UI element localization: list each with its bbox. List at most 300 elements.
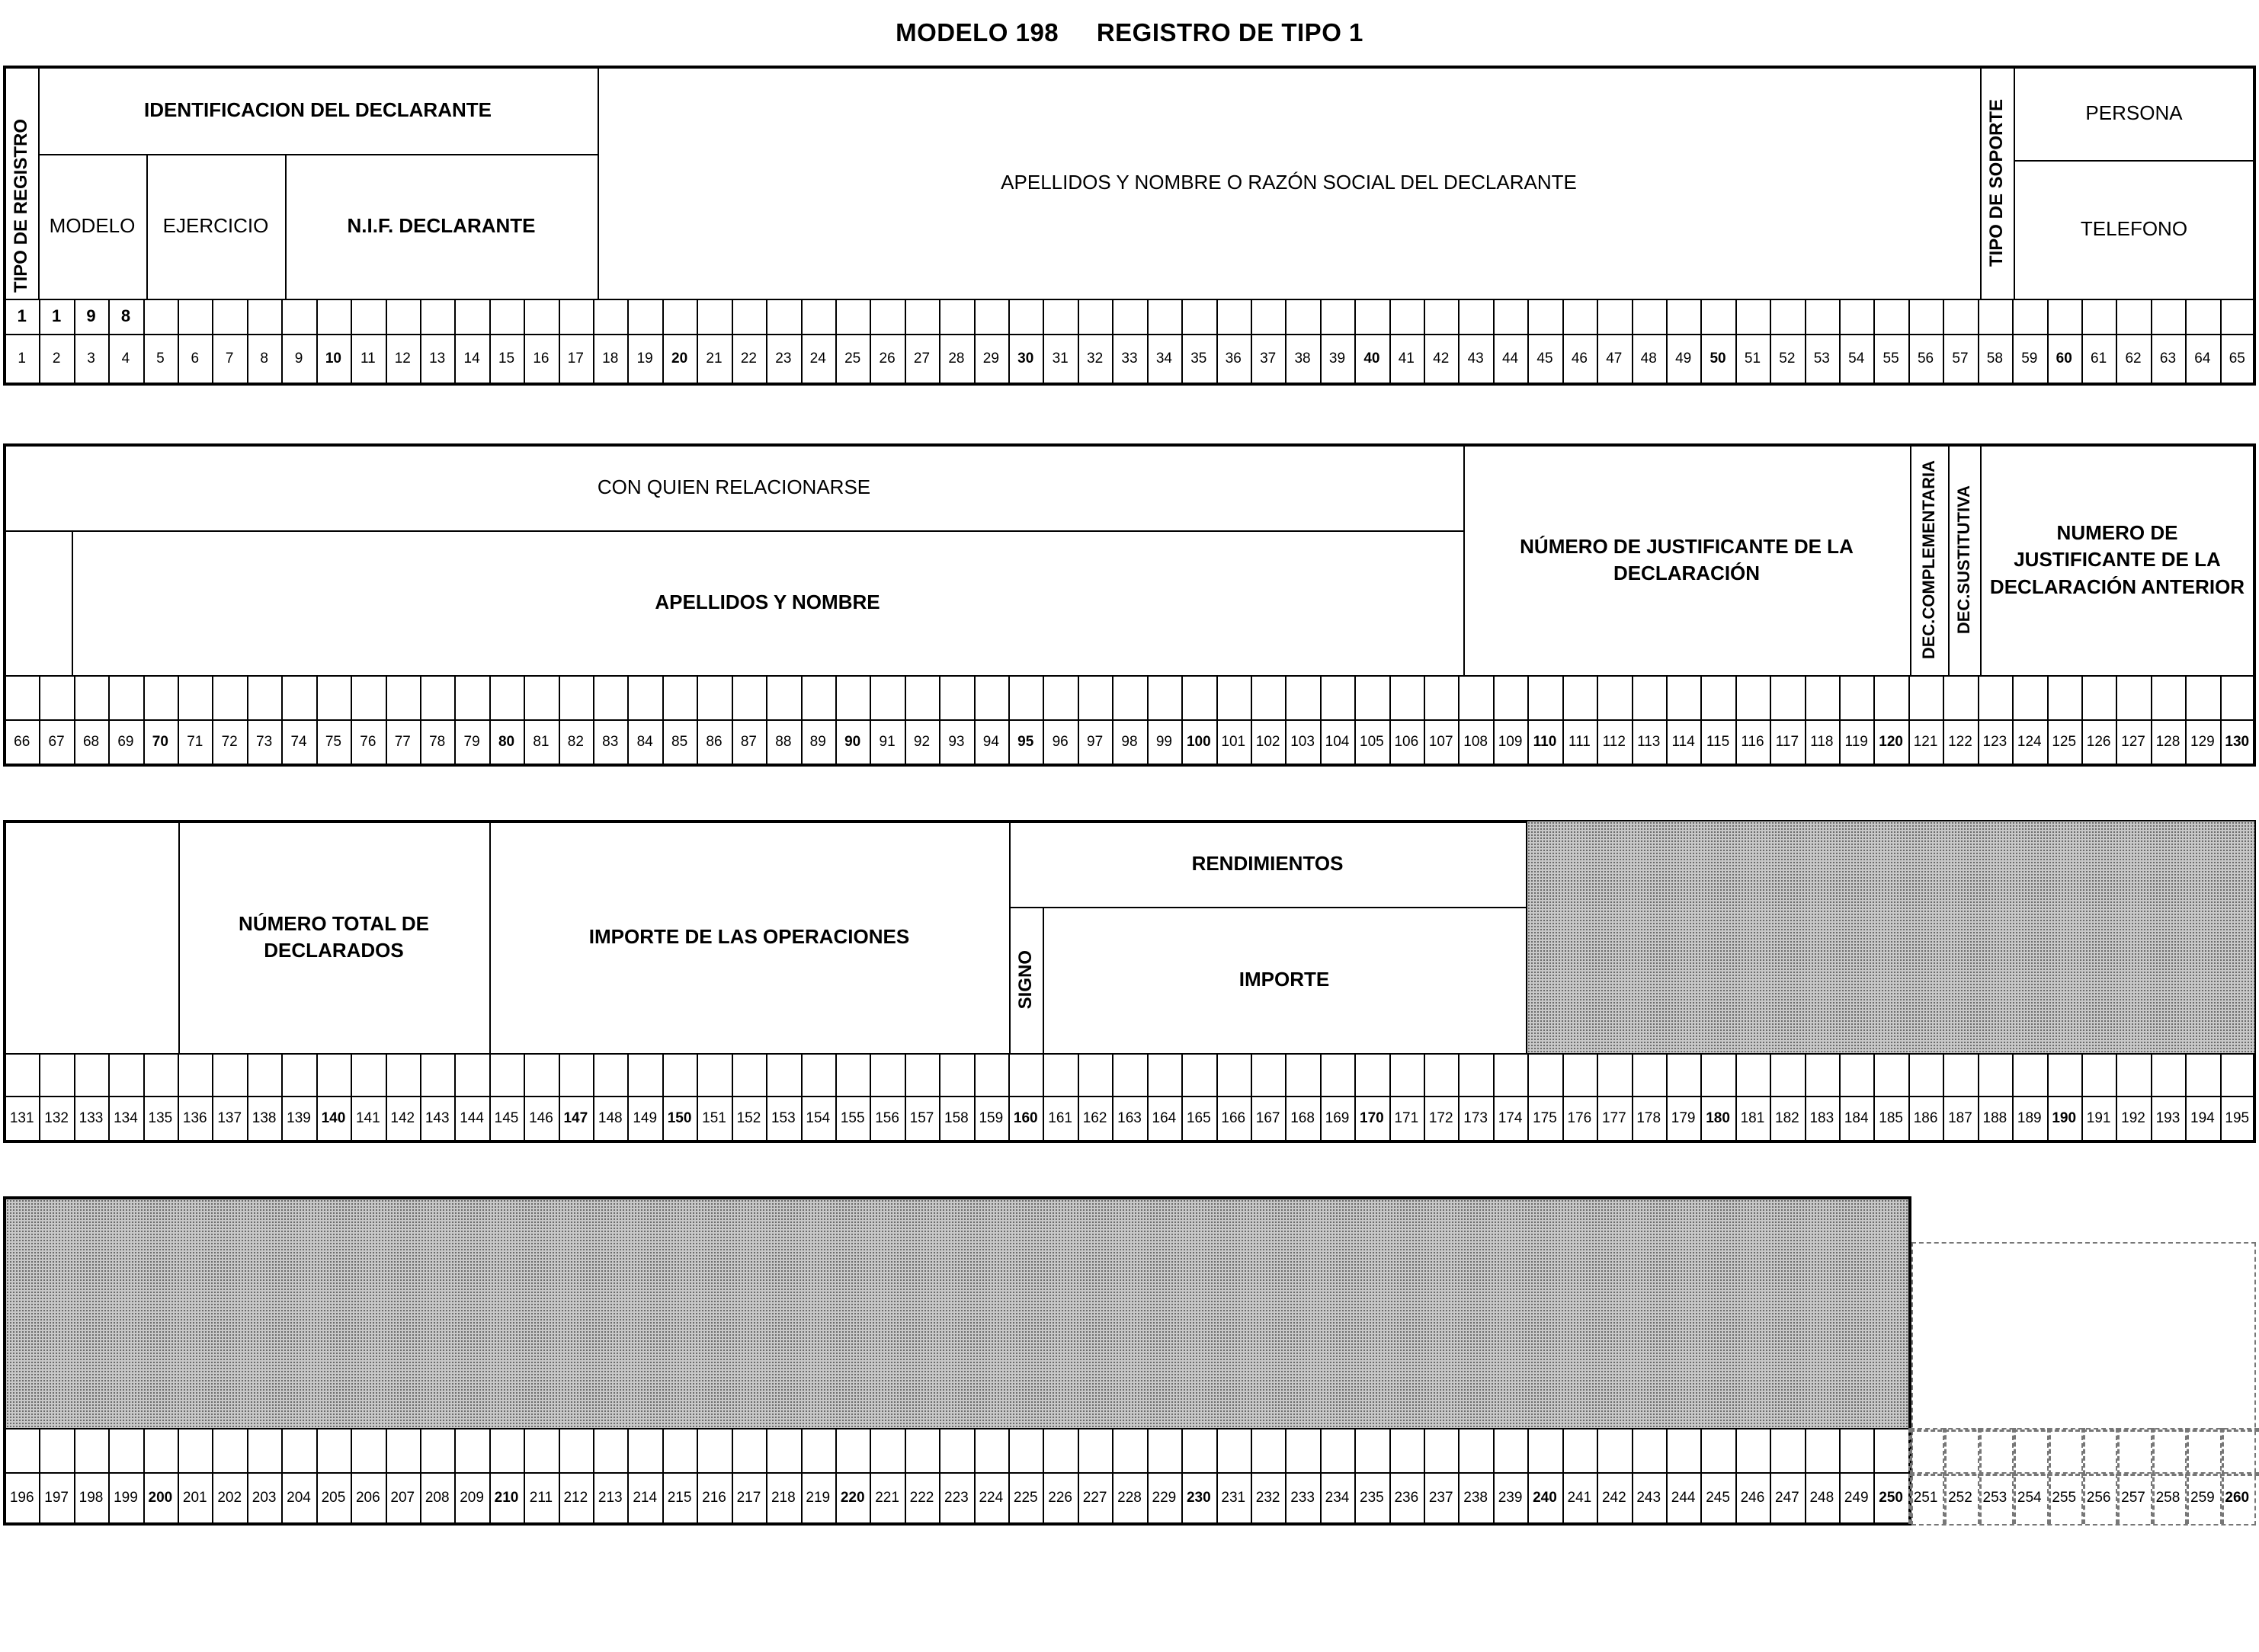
position-input-cell[interactable]	[2081, 1428, 2116, 1472]
position-input-cell[interactable]	[835, 1428, 870, 1472]
position-number: 62	[2125, 351, 2142, 367]
position-input-cell[interactable]	[905, 299, 939, 334]
position-input-cell[interactable]	[524, 299, 558, 334]
position-input-cell[interactable]	[1285, 1428, 1319, 1472]
position-number: 242	[1601, 1490, 1626, 1506]
position-number: 1	[18, 351, 26, 367]
position-input-cell[interactable]	[386, 675, 420, 719]
position-input-cell[interactable]	[1770, 675, 1804, 719]
position-number: 228	[1117, 1490, 1142, 1506]
position-number: 42	[1433, 351, 1450, 367]
position-input-cell[interactable]	[1666, 1428, 1700, 1472]
position-input-cell[interactable]	[1839, 1053, 1873, 1096]
position-number: 105	[1360, 734, 1384, 750]
position-input-cell[interactable]	[351, 1428, 385, 1472]
position-input-cell[interactable]	[247, 1428, 281, 1472]
position-number: 83	[602, 734, 619, 750]
position-input-cell[interactable]	[1805, 299, 1839, 334]
position-input-cell[interactable]	[2047, 299, 2081, 334]
position-input-cell[interactable]	[1632, 1053, 1666, 1096]
position-input-cell[interactable]	[939, 675, 973, 719]
position-input-cell[interactable]	[1043, 299, 1077, 334]
position-input-cell[interactable]	[1181, 299, 1216, 334]
position-input-cell[interactable]	[2151, 1428, 2185, 1472]
position-input-cell[interactable]	[732, 675, 766, 719]
position-input-cell[interactable]	[212, 299, 246, 334]
position-input-cell[interactable]	[420, 299, 454, 334]
position-input-cell[interactable]	[939, 1428, 973, 1472]
position-input-cell[interactable]	[662, 675, 697, 719]
position-input-cell[interactable]	[2116, 1428, 2150, 1472]
position-input-cell[interactable]	[732, 1428, 766, 1472]
position-input-cell[interactable]	[697, 1053, 731, 1096]
position-input-cell[interactable]	[1008, 299, 1043, 334]
position-input-cell[interactable]	[2012, 1053, 2046, 1096]
position-input-cell[interactable]	[559, 675, 593, 719]
position-number: 167	[1255, 1110, 1280, 1126]
position-input-cell[interactable]	[1562, 299, 1597, 334]
position-input-cell[interactable]	[212, 1053, 246, 1096]
position-input-cell[interactable]	[489, 299, 524, 334]
position-input-cell[interactable]	[1493, 675, 1527, 719]
position-input-cell[interactable]	[1493, 1053, 1527, 1096]
position-input-cell[interactable]	[1078, 1053, 1112, 1096]
position-input-cell[interactable]	[386, 1053, 420, 1096]
position-input-cell[interactable]	[1978, 1428, 2012, 1472]
position-input-cell[interactable]	[1147, 1053, 1181, 1096]
position-input-cell[interactable]	[1978, 675, 2012, 719]
position-number: 217	[736, 1490, 761, 1506]
position-input-cell[interactable]	[835, 675, 870, 719]
position-input-cell[interactable]	[489, 1053, 524, 1096]
position-input-cell[interactable]	[1735, 1428, 1770, 1472]
position-input-cell[interactable]	[39, 1053, 73, 1096]
position-input-cell[interactable]	[1527, 1428, 1562, 1472]
position-input-cell[interactable]	[108, 1428, 143, 1472]
position-input-cell[interactable]	[143, 1053, 178, 1096]
position-number: 131	[9, 1110, 34, 1126]
position-input-cell[interactable]	[1458, 1428, 1492, 1472]
position-input-cell[interactable]	[1458, 675, 1492, 719]
position-input-cell[interactable]	[801, 675, 835, 719]
position-input-cell[interactable]	[1285, 299, 1319, 334]
position-input-cell[interactable]	[178, 1428, 212, 1472]
position-input-cell[interactable]	[1597, 1053, 1631, 1096]
position-input-cell[interactable]	[1112, 1053, 1146, 1096]
position-number: 209	[460, 1490, 484, 1506]
position-input-cell[interactable]	[697, 1428, 731, 1472]
position-input-cell[interactable]	[1389, 675, 1424, 719]
position-input-cell[interactable]	[939, 1053, 973, 1096]
position-input-cell[interactable]	[1873, 1053, 1908, 1096]
position-input-cell[interactable]	[2220, 675, 2254, 719]
position-input-cell[interactable]	[974, 299, 1008, 334]
position-input-cell[interactable]	[801, 299, 835, 334]
position-input-cell[interactable]	[593, 1053, 627, 1096]
position-input-cell[interactable]	[178, 1053, 212, 1096]
position-input-cell[interactable]	[524, 675, 558, 719]
position-input-cell[interactable]	[1458, 1053, 1492, 1096]
position-input-cell[interactable]	[1389, 299, 1424, 334]
position-input-cell[interactable]	[1735, 1053, 1770, 1096]
position-input-cell[interactable]	[2012, 675, 2046, 719]
position-input-cell[interactable]	[766, 675, 800, 719]
position-input-cell[interactable]	[1908, 299, 1943, 334]
position-input-cell[interactable]	[316, 299, 351, 334]
position-input-cell[interactable]	[1666, 299, 1700, 334]
position-input-cell[interactable]	[593, 675, 627, 719]
position-number: 121	[1913, 734, 1938, 750]
position-input-cell[interactable]	[1805, 675, 1839, 719]
position-input-cell[interactable]	[386, 1428, 420, 1472]
position-input-cell[interactable]	[1839, 675, 1873, 719]
position-input-cell[interactable]	[905, 1428, 939, 1472]
position-input-cell[interactable]	[2151, 299, 2185, 334]
position-input-cell[interactable]	[454, 1053, 489, 1096]
position-input-cell[interactable]	[316, 1428, 351, 1472]
position-input-cell[interactable]	[1181, 1053, 1216, 1096]
position-input-cell[interactable]	[1597, 675, 1631, 719]
position-input-cell[interactable]	[766, 1428, 800, 1472]
position-input-cell[interactable]	[1389, 1053, 1424, 1096]
position-input-cell[interactable]	[143, 299, 178, 334]
position-number: 7	[225, 351, 234, 367]
position-input-cell[interactable]	[905, 675, 939, 719]
position-number: 2	[52, 351, 61, 367]
position-number: 215	[667, 1490, 692, 1506]
position-input-cell[interactable]	[1527, 675, 1562, 719]
position-input-cell[interactable]	[1354, 1053, 1389, 1096]
position-input-cell[interactable]	[316, 675, 351, 719]
position-input-cell[interactable]	[1354, 1428, 1389, 1472]
position-number: 109	[1498, 734, 1523, 750]
position-input-cell[interactable]	[1666, 1053, 1700, 1096]
position-number: 155	[840, 1110, 865, 1126]
position-input-cell[interactable]	[1562, 1428, 1597, 1472]
position-number: 136	[182, 1110, 207, 1126]
position-input-cell[interactable]	[1320, 1053, 1354, 1096]
position-number: 67	[48, 734, 65, 750]
position-input-cell[interactable]	[2116, 675, 2150, 719]
position-input-cell[interactable]	[247, 675, 281, 719]
ejercicio-header: EJERCICIO	[162, 214, 269, 238]
position-input-cell[interactable]	[351, 1053, 385, 1096]
position-input-cell[interactable]	[420, 1428, 454, 1472]
position-input-cell[interactable]	[108, 675, 143, 719]
position-input-cell[interactable]	[1354, 299, 1389, 334]
position-input-cell[interactable]	[1805, 1053, 1839, 1096]
position-input-cell[interactable]	[627, 1428, 662, 1472]
position-input-cell[interactable]	[281, 1428, 316, 1472]
position-number: 10	[325, 351, 341, 367]
position-input-cell[interactable]	[5, 675, 39, 719]
position-input-cell[interactable]	[5, 1053, 39, 1096]
position-input-cell[interactable]	[39, 1428, 73, 1472]
position-input-cell[interactable]	[627, 1053, 662, 1096]
position-input-cell[interactable]	[1078, 675, 1112, 719]
position-input-cell[interactable]	[2185, 1053, 2219, 1096]
position-input-cell[interactable]	[1389, 1428, 1424, 1472]
position-input-cell[interactable]	[1943, 1428, 1977, 1472]
position-input-cell[interactable]	[627, 675, 662, 719]
position-input-cell[interactable]	[835, 299, 870, 334]
position-input-cell[interactable]	[1908, 1428, 1943, 1472]
position-input-cell[interactable]	[870, 675, 904, 719]
position-input-cell[interactable]	[1978, 1053, 2012, 1096]
position-input-cell[interactable]	[1112, 299, 1146, 334]
position-number: 23	[775, 351, 792, 367]
position-input-cell[interactable]	[454, 299, 489, 334]
position-input-cell[interactable]	[1908, 675, 1943, 719]
position-input-cell[interactable]	[74, 675, 108, 719]
position-input-cell[interactable]	[801, 1053, 835, 1096]
position-number: 43	[1467, 351, 1484, 367]
position-number: 16	[533, 351, 550, 367]
position-input-cell[interactable]	[454, 1428, 489, 1472]
position-input-cell[interactable]	[1216, 1053, 1251, 1096]
position-input-cell[interactable]	[281, 675, 316, 719]
position-input-cell[interactable]	[1251, 299, 1285, 334]
position-input-cell[interactable]	[178, 299, 212, 334]
position-input-cell[interactable]	[593, 299, 627, 334]
position-input-cell[interactable]	[1632, 675, 1666, 719]
position-input-cell[interactable]	[1008, 675, 1043, 719]
position-input-cell[interactable]	[1527, 1053, 1562, 1096]
position-number: 74	[290, 734, 307, 750]
position-input-cell[interactable]	[1908, 1053, 1943, 1096]
position-input-cell[interactable]	[1320, 299, 1354, 334]
position-input-cell[interactable]	[1251, 675, 1285, 719]
position-input-cell[interactable]	[2116, 1053, 2150, 1096]
position-input-cell[interactable]	[2116, 299, 2150, 334]
position-input-cell[interactable]	[1078, 299, 1112, 334]
position-input-cell[interactable]	[108, 1053, 143, 1096]
position-input-cell[interactable]	[1700, 675, 1735, 719]
position-input-cell[interactable]	[974, 675, 1008, 719]
position-input-cell[interactable]	[1873, 1428, 1908, 1472]
position-input-cell[interactable]	[1839, 299, 1873, 334]
position-number: 93	[948, 734, 965, 750]
position-input-cell[interactable]	[1008, 1053, 1043, 1096]
position-input-cell[interactable]	[2081, 299, 2116, 334]
position-input-cell[interactable]	[1943, 675, 1977, 719]
position-input-cell[interactable]	[2220, 1053, 2254, 1096]
position-input-cell[interactable]	[2220, 299, 2254, 334]
position-input-cell[interactable]	[2081, 1053, 2116, 1096]
position-input-cell[interactable]	[1735, 299, 1770, 334]
position-input-cell[interactable]	[1320, 1428, 1354, 1472]
position-input-cell[interactable]	[524, 1053, 558, 1096]
position-number: 54	[1848, 351, 1865, 367]
position-input-cell[interactable]	[1147, 1428, 1181, 1472]
position-input-cell[interactable]	[1597, 299, 1631, 334]
position-number: 170	[1360, 1110, 1384, 1126]
position-input-cell[interactable]	[1632, 299, 1666, 334]
position-input-cell[interactable]	[1700, 299, 1735, 334]
position-number: 70	[152, 734, 168, 750]
position-input-cell[interactable]	[1424, 1053, 1458, 1096]
position-input-cell[interactable]	[489, 1428, 524, 1472]
position-input-cell[interactable]	[351, 299, 385, 334]
position-number: 166	[1221, 1110, 1246, 1126]
position-input-cell[interactable]	[1112, 1428, 1146, 1472]
position-input-cell[interactable]	[1251, 1428, 1285, 1472]
position-input-cell[interactable]	[766, 299, 800, 334]
position-number: 11	[360, 351, 376, 367]
position-input-cell[interactable]	[420, 675, 454, 719]
position-number: 225	[1013, 1490, 1038, 1506]
position-input-cell[interactable]	[1735, 675, 1770, 719]
position-number: 178	[1636, 1110, 1661, 1126]
position-input-cell[interactable]	[974, 1428, 1008, 1472]
position-input-cell[interactable]	[1216, 675, 1251, 719]
position-input-cell[interactable]	[420, 1053, 454, 1096]
position-input-cell[interactable]	[905, 1053, 939, 1096]
position-input-cell[interactable]	[627, 299, 662, 334]
position-input-cell[interactable]	[1458, 299, 1492, 334]
position-input-cell[interactable]	[1493, 299, 1527, 334]
position-input-cell[interactable]	[1424, 299, 1458, 334]
position-input-cell[interactable]	[559, 1428, 593, 1472]
position-input-cell[interactable]	[1043, 1053, 1077, 1096]
position-input-cell[interactable]	[1043, 1428, 1077, 1472]
position-input-cell[interactable]	[2151, 1053, 2185, 1096]
position-number: 26	[879, 351, 896, 367]
position-input-cell[interactable]	[2220, 1428, 2254, 1472]
position-number: 216	[702, 1490, 726, 1506]
position-input-cell[interactable]	[870, 1053, 904, 1096]
position-input-cell[interactable]	[143, 1428, 178, 1472]
position-input-cell[interactable]	[939, 299, 973, 334]
position-input-cell[interactable]	[2047, 1428, 2081, 1472]
position-number: 238	[1463, 1490, 1488, 1506]
position-input-cell[interactable]	[1493, 1428, 1527, 1472]
position-input-cell[interactable]	[316, 1053, 351, 1096]
position-input-cell[interactable]	[1562, 675, 1597, 719]
position-input-cell[interactable]	[662, 1053, 697, 1096]
position-input-cell[interactable]	[1147, 299, 1181, 334]
position-input-cell[interactable]	[2185, 299, 2219, 334]
position-input-cell[interactable]	[593, 1428, 627, 1472]
position-input-cell[interactable]	[74, 1428, 108, 1472]
position-input-cell[interactable]	[212, 1428, 246, 1472]
position-input-cell[interactable]	[559, 1053, 593, 1096]
position-input-cell[interactable]	[1597, 1428, 1631, 1472]
position-input-cell[interactable]	[2081, 675, 2116, 719]
position-input-cell[interactable]	[1112, 675, 1146, 719]
position-input-cell[interactable]	[1251, 1053, 1285, 1096]
position-input-cell[interactable]	[732, 299, 766, 334]
position-number: 187	[1948, 1110, 1972, 1126]
position-input-cell[interactable]	[143, 675, 178, 719]
position-input-cell[interactable]	[2185, 675, 2219, 719]
position-input-cell[interactable]	[1320, 675, 1354, 719]
position-input-cell[interactable]	[697, 299, 731, 334]
position-input-cell[interactable]	[281, 299, 316, 334]
position-number: 200	[148, 1490, 173, 1506]
position-number: 135	[148, 1110, 173, 1126]
position-input-cell[interactable]	[1216, 1428, 1251, 1472]
position-input-cell[interactable]	[39, 675, 73, 719]
position-input-cell[interactable]	[1943, 1053, 1977, 1096]
position-input-cell[interactable]	[1216, 299, 1251, 334]
position-input-cell[interactable]	[1700, 1053, 1735, 1096]
position-input-cell[interactable]	[1943, 299, 1977, 334]
position-input-cell[interactable]	[1873, 299, 1908, 334]
position-input-cell[interactable]	[454, 675, 489, 719]
position-input-cell[interactable]	[351, 675, 385, 719]
position-input-cell[interactable]	[835, 1053, 870, 1096]
position-input-cell[interactable]	[1285, 1053, 1319, 1096]
position-input-cell[interactable]	[1562, 1053, 1597, 1096]
position-input-cell[interactable]	[1805, 1428, 1839, 1472]
position-input-cell[interactable]	[870, 1428, 904, 1472]
position-input-cell[interactable]	[1770, 1428, 1804, 1472]
position-input-cell[interactable]	[766, 1053, 800, 1096]
position-input-cell[interactable]	[732, 1053, 766, 1096]
position-input-cell[interactable]	[1078, 1428, 1112, 1472]
position-input-cell[interactable]	[74, 1053, 108, 1096]
position-input-cell[interactable]	[1424, 675, 1458, 719]
position-input-cell[interactable]	[974, 1053, 1008, 1096]
position-input-cell[interactable]	[1181, 1428, 1216, 1472]
position-input-cell[interactable]	[386, 299, 420, 334]
position-input-cell[interactable]	[2047, 675, 2081, 719]
position-input-cell[interactable]	[2047, 1053, 2081, 1096]
position-input-cell[interactable]	[1666, 675, 1700, 719]
position-input-cell[interactable]	[1978, 299, 2012, 334]
position-input-cell[interactable]	[2151, 675, 2185, 719]
position-input-cell[interactable]	[1181, 675, 1216, 719]
position-input-cell[interactable]	[1700, 1428, 1735, 1472]
position-input-cell[interactable]	[247, 299, 281, 334]
position-input-cell[interactable]	[1770, 299, 1804, 334]
position-input-cell[interactable]	[870, 299, 904, 334]
position-input-cell[interactable]	[1354, 675, 1389, 719]
position-input-cell[interactable]	[1285, 675, 1319, 719]
position-number: 53	[1813, 351, 1830, 367]
position-input-cell[interactable]	[662, 1428, 697, 1472]
position-number: 185	[1879, 1110, 1903, 1126]
position-input-cell[interactable]	[1008, 1428, 1043, 1472]
position-input-cell[interactable]	[489, 675, 524, 719]
position-number: 124	[2017, 734, 2042, 750]
position-input-cell[interactable]	[1147, 675, 1181, 719]
position-input-cell[interactable]	[1839, 1428, 1873, 1472]
position-input-cell[interactable]	[281, 1053, 316, 1096]
position-input-cell[interactable]	[559, 299, 593, 334]
position-number: 91	[879, 734, 896, 750]
position-input-cell[interactable]	[2012, 299, 2046, 334]
position-input-cell[interactable]	[1770, 1053, 1804, 1096]
position-input-cell[interactable]	[5, 1428, 39, 1472]
position-input-cell[interactable]	[1873, 675, 1908, 719]
position-input-cell[interactable]	[247, 1053, 281, 1096]
position-input-cell[interactable]	[662, 299, 697, 334]
position-input-cell[interactable]	[1527, 299, 1562, 334]
position-number: 98	[1121, 734, 1138, 750]
position-input-cell[interactable]	[1043, 675, 1077, 719]
position-input-cell[interactable]	[2185, 1428, 2219, 1472]
position-input-cell[interactable]	[212, 675, 246, 719]
position-input-cell[interactable]	[178, 675, 212, 719]
position-input-cell[interactable]	[2012, 1428, 2046, 1472]
position-input-cell[interactable]	[524, 1428, 558, 1472]
position-input-cell[interactable]	[1632, 1428, 1666, 1472]
position-input-cell[interactable]	[1424, 1428, 1458, 1472]
position-input-cell[interactable]	[697, 675, 731, 719]
position-input-cell[interactable]	[801, 1428, 835, 1472]
